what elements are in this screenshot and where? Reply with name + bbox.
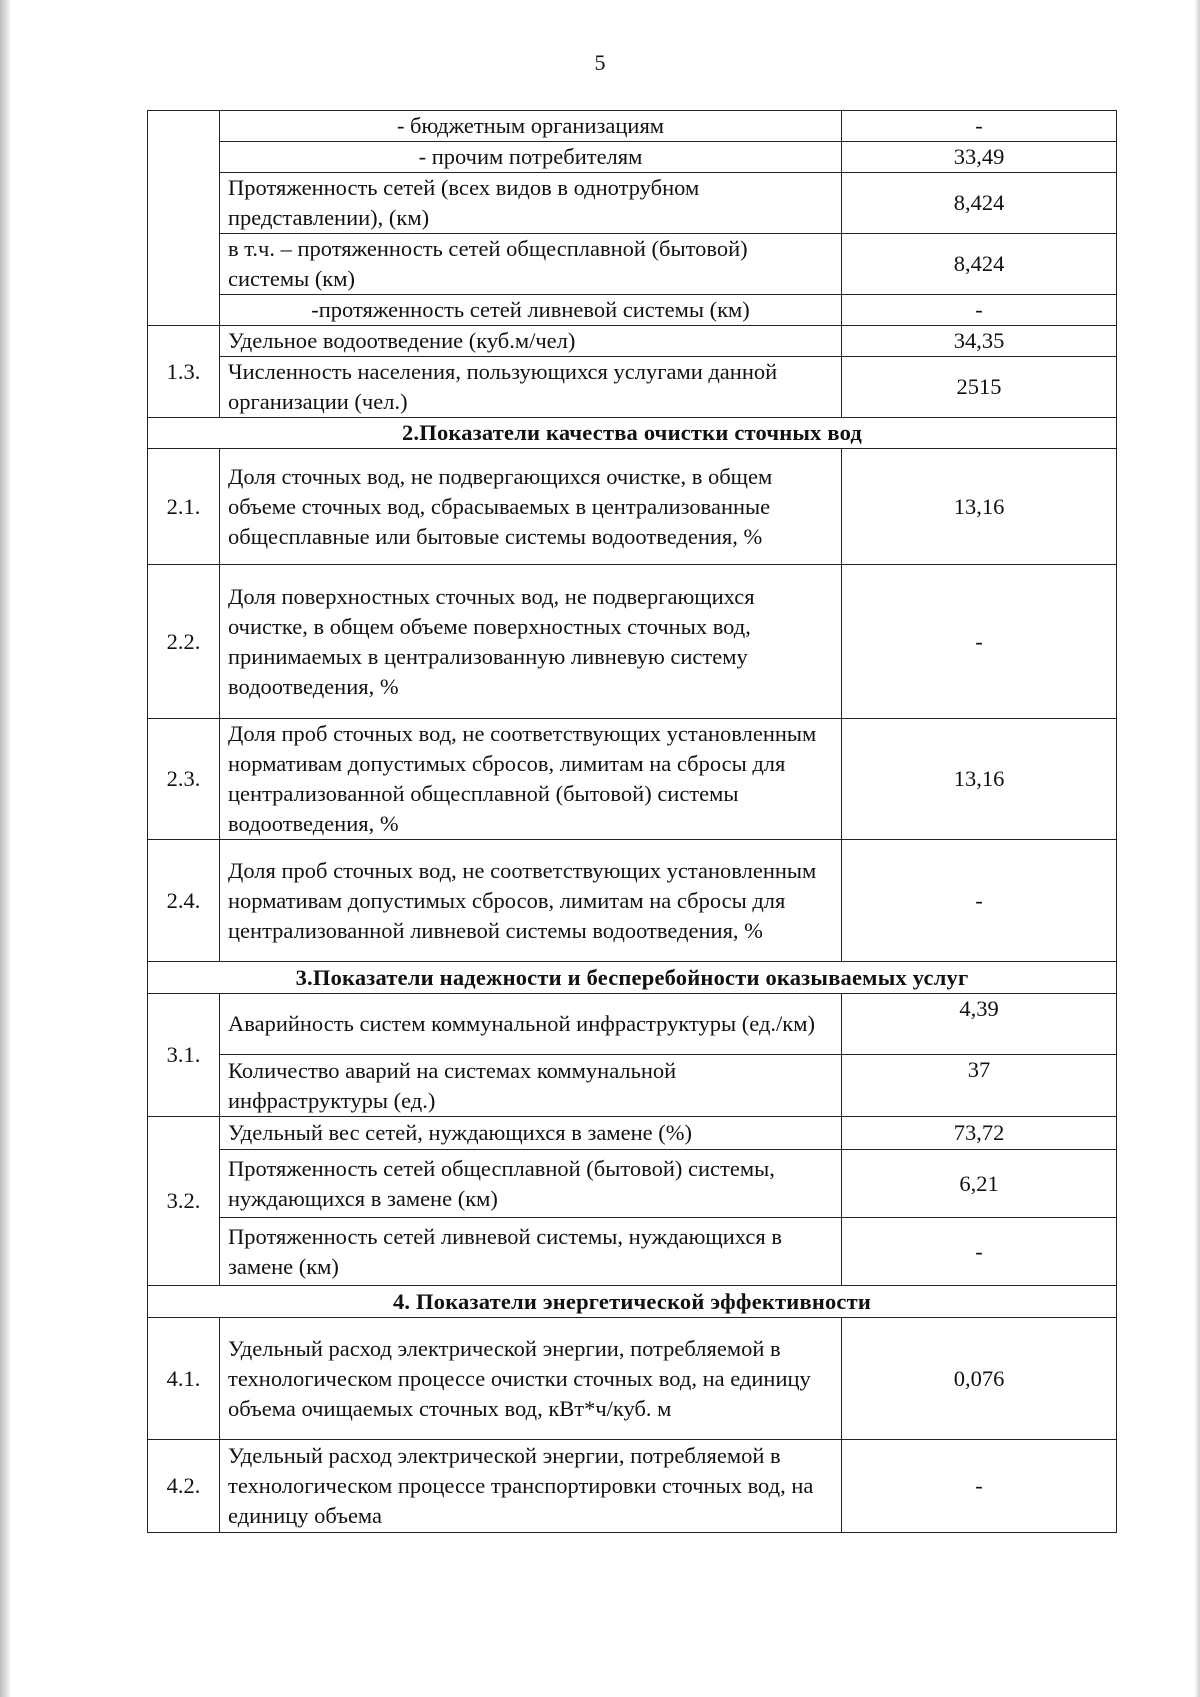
scan-edge-left [0,0,10,1697]
row-number: 3.1. [148,994,220,1117]
table-row [148,234,1117,295]
table-row [148,1440,1117,1533]
row-description: Удельное водоотведение (куб.м/чел) [220,326,842,357]
table-row [148,1055,1117,1117]
row-value: 0,076 [842,1318,1117,1440]
page-number: 5 [594,50,606,75]
row-value: 37 [842,1055,1117,1117]
table-row [148,1117,1117,1150]
row-description: Количество аварий на системах коммунальной инфраструктуры (ед.) [220,1055,842,1117]
row-description: Доля проб сточных вод, не соответствующих установленным нормативам допустимых сбросов, лимитам на сбросы для централизованной общесплавной (бытовой) системы водоотведения, % [220,719,842,840]
section-title: 2.Показатели качества очистки сточных вод [148,418,1117,449]
table-row [148,1150,1117,1218]
scan-edge-right [1194,0,1200,1697]
row-number: 2.2. [148,565,220,719]
row-value: - [842,295,1117,326]
row-description: Удельный расход электрической энергии, потребляемой в технологическом процессе транспортировки сточных вод, на единицу объема [220,1440,842,1533]
row-value: 13,16 [842,449,1117,565]
row-number: 2.4. [148,840,220,962]
section-title: 3.Показатели надежности и бесперебойности оказываемых услуг [148,962,1117,994]
row-number: 4.2. [148,1440,220,1533]
row-value: - [842,565,1117,719]
row-description: Протяженность сетей ливневой системы, нуждающихся в замене (км) [220,1218,842,1286]
table-row [148,295,1117,326]
table-row [148,449,1117,565]
row-value: 33,49 [842,142,1117,173]
row-description: Удельный расход электрической энергии, потребляемой в технологическом процессе очистки сточных вод, на единицу объема очищаемых сточных вод, кВт*ч/куб. м [220,1318,842,1440]
row-value: 8,424 [842,234,1117,295]
row-value: 73,72 [842,1117,1117,1150]
row-description: - прочим потребителям [220,142,842,173]
row-value: - [842,111,1117,142]
row-value: 8,424 [842,173,1117,234]
row-description: - бюджетным организациям [220,111,842,142]
row-description: Аварийность систем коммунальной инфраструктуры (ед./км) [220,994,842,1055]
row-description: Удельный вес сетей, нуждающихся в замене (%) [220,1117,842,1150]
row-value: 13,16 [842,719,1117,840]
table-row [148,173,1117,234]
table-row [148,994,1117,1055]
section-header-row [148,418,1117,449]
row-value: - [842,1218,1117,1286]
table-row [148,111,1117,142]
row-description: Протяженность сетей (всех видов в однотрубном представлении), (км) [220,173,842,234]
section-header-row [148,962,1117,994]
row-description: Доля проб сточных вод, не соответствующих установленным нормативам допустимых сбросов, лимитам на сбросы для централизованной ливневой системы водоотведения, % [220,840,842,962]
table-row [148,565,1117,719]
row-description: Протяженность сетей общесплавной (бытовой) системы, нуждающихся в замене (км) [220,1150,842,1218]
table-row [148,326,1117,357]
table-row [148,840,1117,962]
row-description: -протяженность сетей ливневой системы (км) [220,295,842,326]
row-number: 2.1. [148,449,220,565]
row-value: 34,35 [842,326,1117,357]
table-row [148,1318,1117,1440]
row-number: 4.1. [148,1318,220,1440]
row-value: 6,21 [842,1150,1117,1218]
indicators-table [147,110,1117,1533]
table-row [148,1218,1117,1286]
table-row [148,719,1117,840]
table-row [148,142,1117,173]
row-description: Доля сточных вод, не подвергающихся очистке, в общем объеме сточных вод, сбрасываемых в централизованные общесплавные или бытовые системы водоотведения, % [220,449,842,565]
table-row [148,357,1117,418]
row-number: 3.2. [148,1117,220,1286]
section-title: 4. Показатели энергетической эффективности [148,1286,1117,1318]
row-number: 2.3. [148,719,220,840]
row-description: Доля поверхностных сточных вод, не подвергающихся очистке, в общем объеме поверхностных сточных вод, принимаемых в централизованную ливневую систему водоотведения, % [220,565,842,719]
section-header-row [148,1286,1117,1318]
row-description: Численность населения, пользующихся услугами данной организации (чел.) [220,357,842,418]
row-number [148,111,220,326]
row-value: - [842,840,1117,962]
row-number: 1.3. [148,326,220,418]
row-value: 2515 [842,357,1117,418]
row-value: 4,39 [842,994,1117,1055]
row-description: в т.ч. – протяженность сетей общесплавной (бытовой) системы (км) [220,234,842,295]
row-value: - [842,1440,1117,1533]
